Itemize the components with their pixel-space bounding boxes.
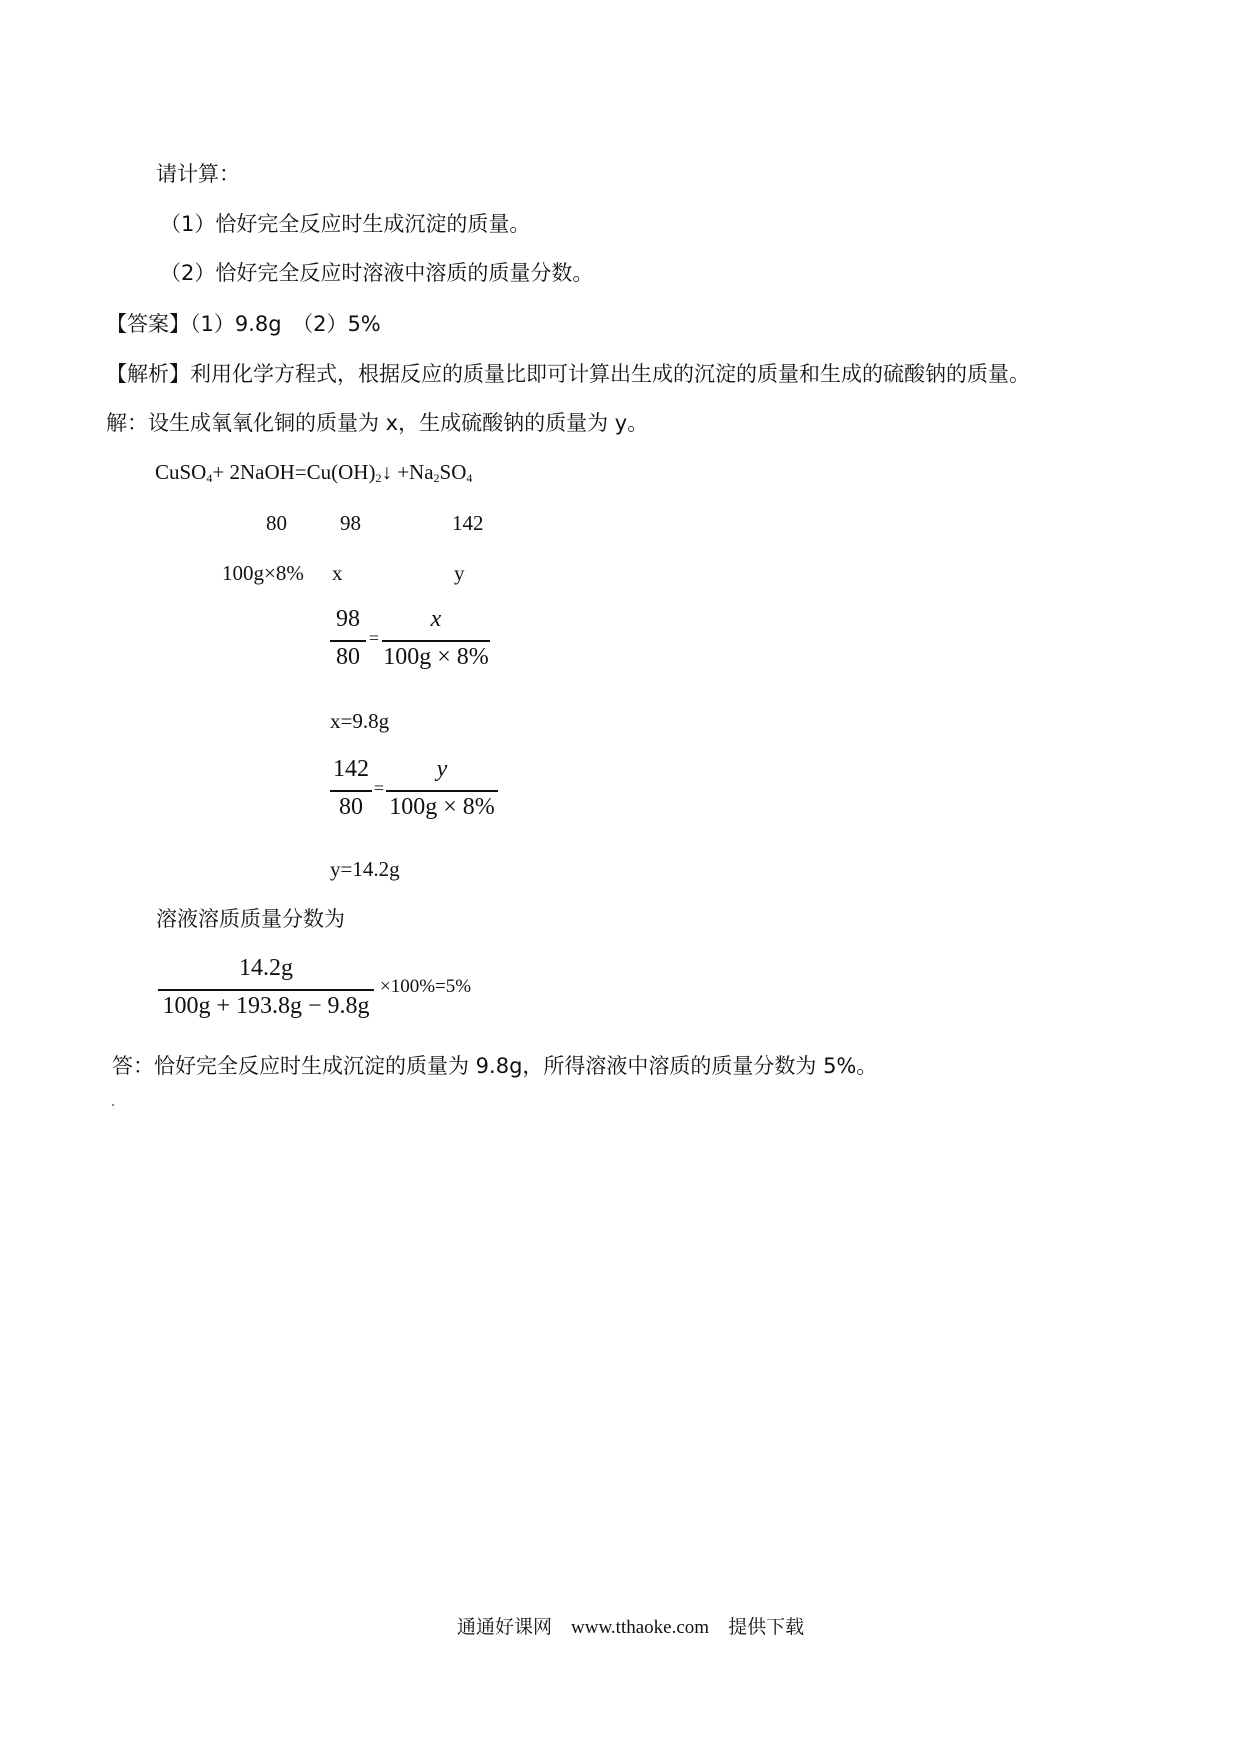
solution-setup: 解：设生成氧氧化铜的质量为 x，生成硫酸钠的质量为 y。 [106,411,649,435]
ratio2-num-left: 142 [333,756,369,782]
ratio1-den-right: 100g × 8% [383,644,489,670]
stray-dot [112,1104,114,1106]
fraction-tail: ×100%=5% [380,976,472,997]
quantity-na2so4: y [454,561,465,585]
ratio2-bar-right [386,790,498,792]
ratio1-bar-right [382,640,490,642]
question-item-1: （1）恰好完全反应时生成沉淀的质量。 [160,212,531,236]
ratio1-num-left: 98 [336,606,360,632]
ratio-equation-1 [330,606,490,676]
quantity-cuoh2: x [332,561,343,585]
result-y: y=14.2g [330,857,400,881]
answer-label: 【答案】 [106,312,190,336]
chemical-equation: CuSO$_4$+ $2NaOH=Cu(OH)_2↓ +Na_2SO_4$ [155,460,473,485]
ratio1-den-left: 80 [336,644,360,670]
ratio1-num-right: x [430,606,442,632]
question-item-2: （2）恰好完全反应时溶液中溶质的质量分数。 [160,261,594,285]
quantity-cuso4: 100g×8% [222,561,304,585]
ratio-equation-2 [330,756,500,826]
ratio1-bar-left [330,640,366,642]
ratio1-equals: = [368,628,380,648]
ratio2-den-right: 100g × 8% [389,794,495,820]
ratio2-num-right: y [436,756,448,782]
ratio2-equals: = [373,778,385,798]
result-x: x=9.8g [330,709,390,733]
answer-text: （1）9.8g （2）5% [190,312,381,336]
conclusion: 答：恰好完全反应时生成沉淀的质量为 9.8g，所得溶液中溶质的质量分数为 5%。 [112,1054,878,1078]
analysis-text: 利用化学方程式，根据反应的质量比即可计算出生成的沉淀的质量和生成的硫酸钠的质量。 [190,362,1030,386]
analysis-label: 【解析】 [106,362,190,386]
fraction-bar [158,989,374,991]
ratio2-den-left: 80 [339,794,363,820]
mass-fraction-formula [158,955,498,1025]
fraction-numerator: 14.2g [239,955,293,981]
fraction-denominator: 100g + 193.8g − 9.8g [162,993,370,1019]
question-prompt: 请计算： [156,162,240,186]
answer-line [106,310,381,338]
page-footer: 通通好课网 www.tthaoke.com 提供下载 [457,1617,805,1638]
analysis-line [106,360,1030,388]
mass-cuso4: 80 [266,511,287,535]
fraction-label: 溶液溶质质量分数为 [156,907,345,931]
mass-na2so4: 142 [452,511,484,535]
mass-cuoh2: 98 [340,511,361,535]
ratio2-bar-left [330,790,372,792]
